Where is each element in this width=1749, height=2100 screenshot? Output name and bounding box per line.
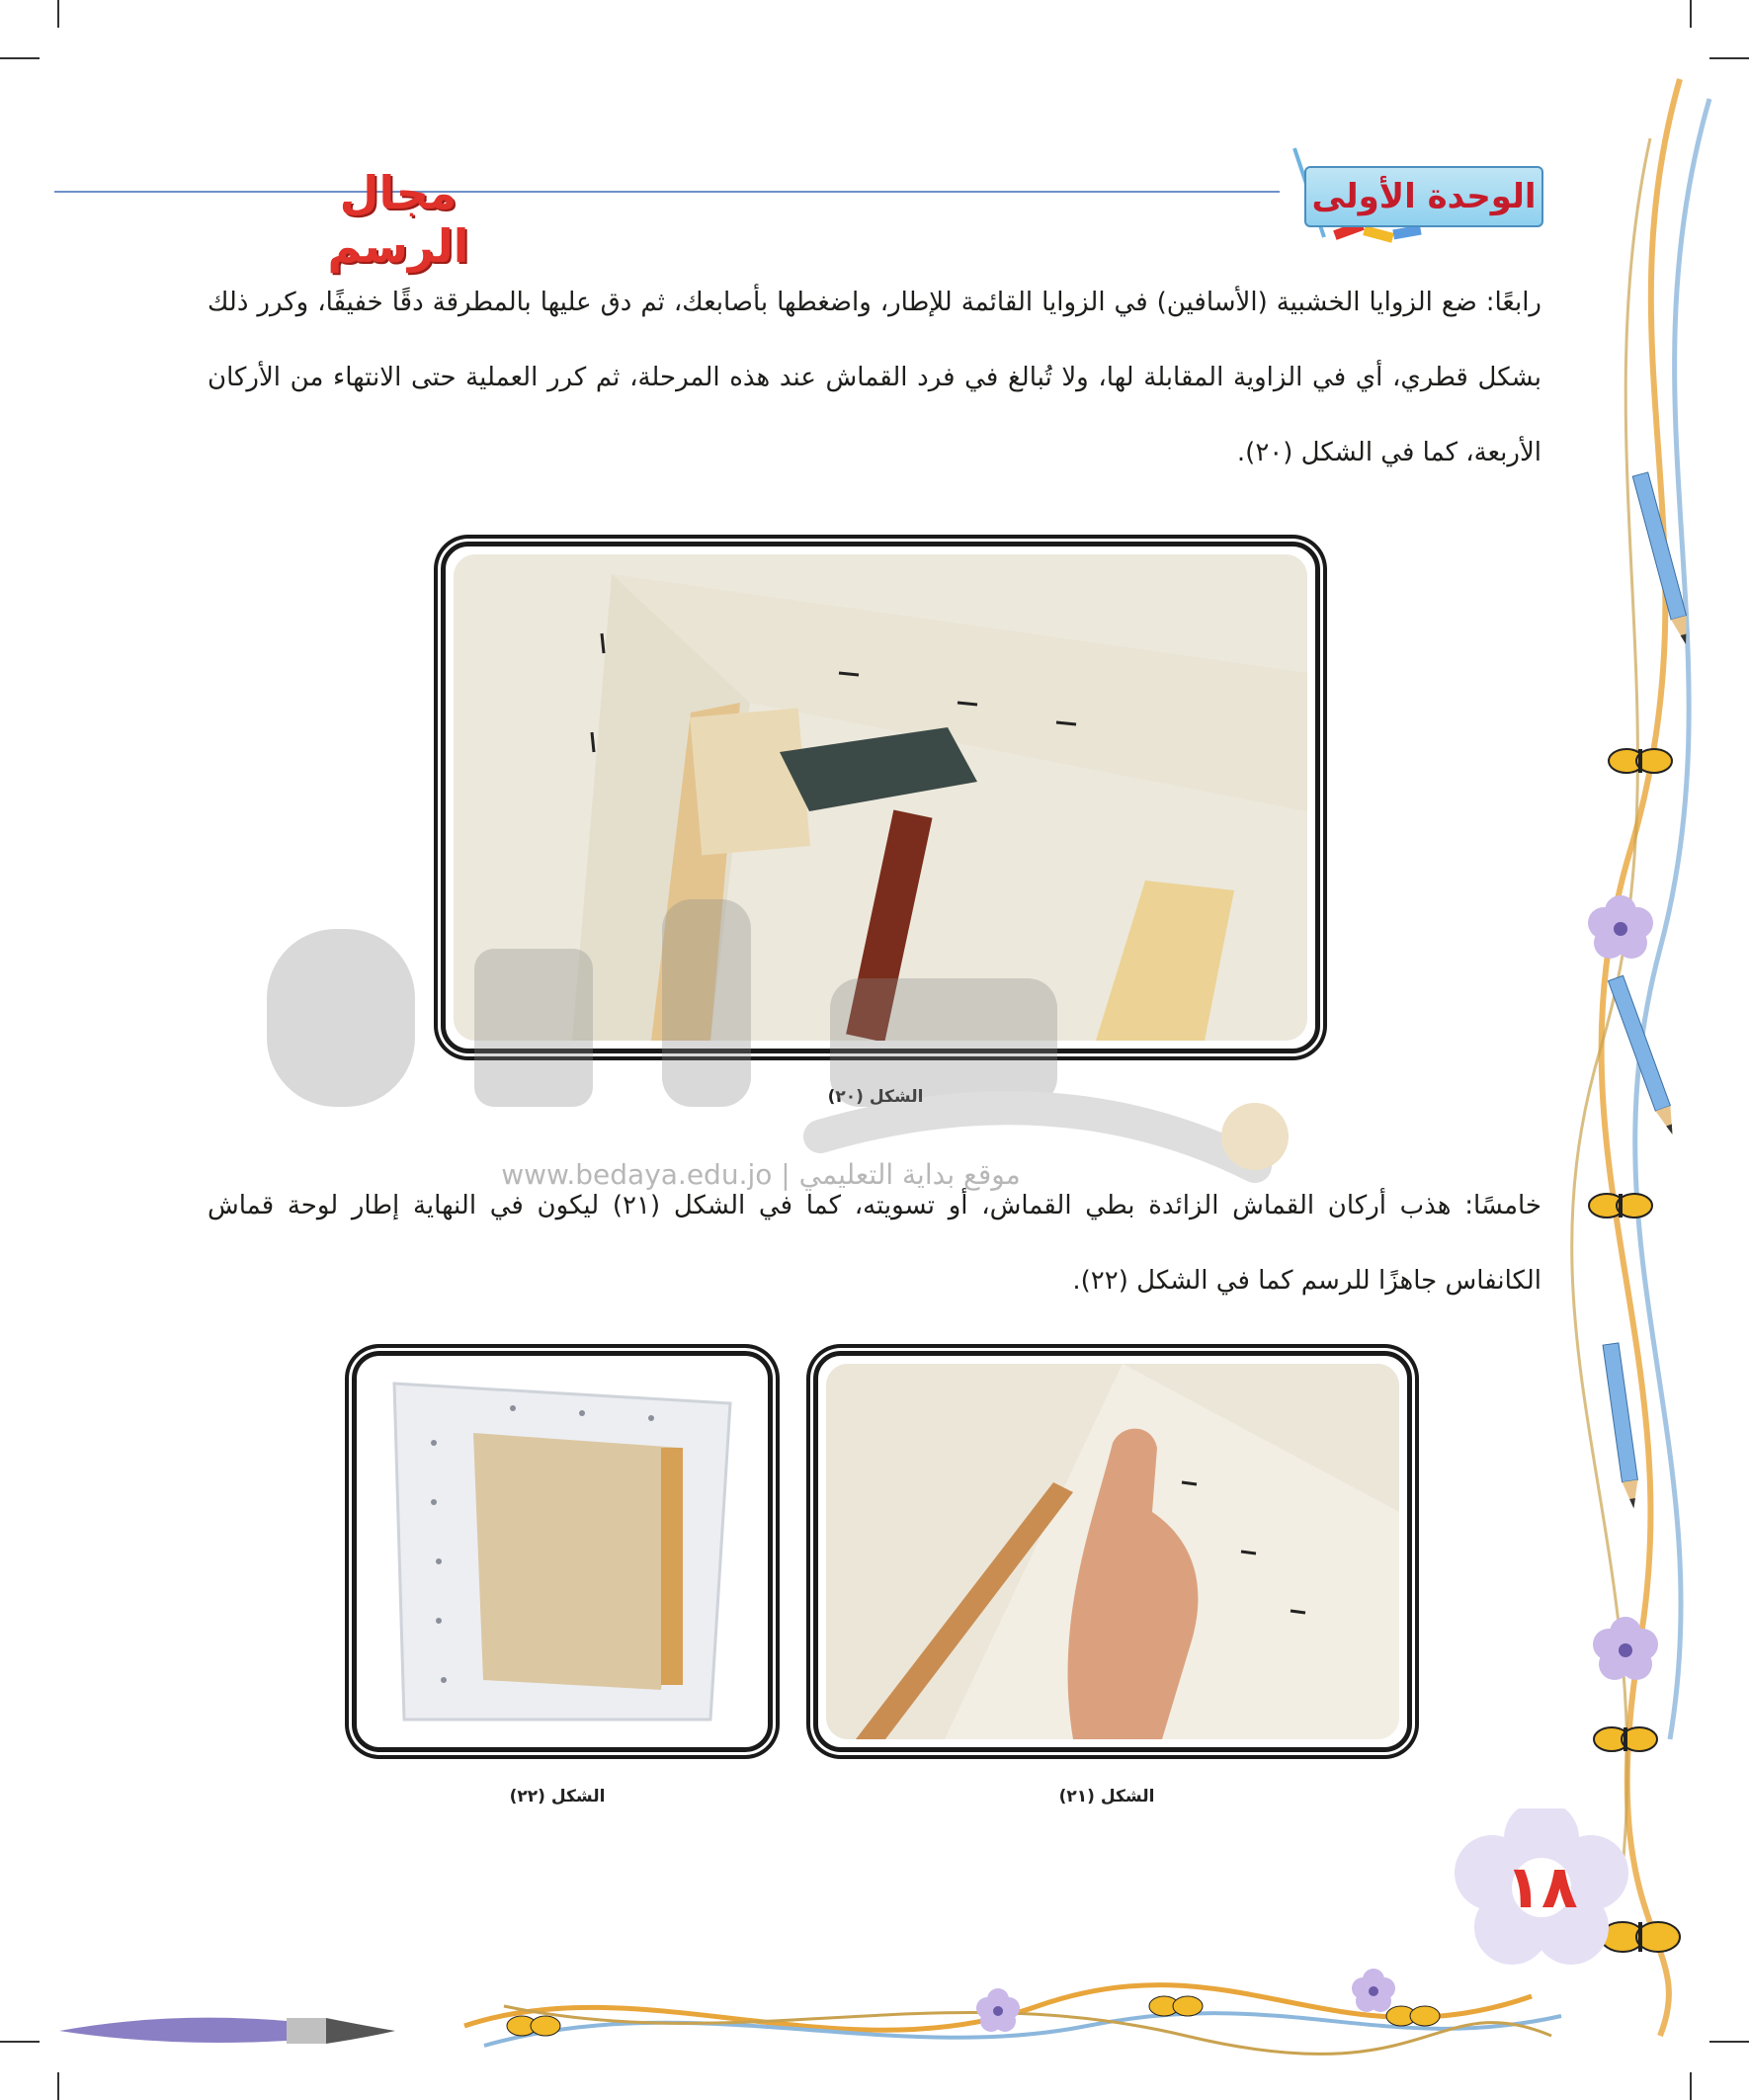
unit-banner: [1275, 138, 1571, 247]
paragraph-step-4: رابعًا: ضع الزوايا الخشبية (الأسافين) في الزوايا القائمة للإطار، واضغطها بأصابعك، ثم دق عليها بالمطرقة دقًا خفيفًا، وكرر ذلك بشكل قطري، أي في الزاوية المقابلة لها، ولا تُبالغ في فرد القماش عند هذه المرحلة، ثم كرر العملية حتى الانتهاء من الأركان الأربعة، كما في الشكل (٢٠).: [208, 288, 1541, 467]
butterfly-icon: [1609, 749, 1672, 773]
paintbrush-icon: [59, 2018, 395, 2044]
crop-mark: [57, 2072, 59, 2100]
flower-icon: [1352, 1969, 1395, 2012]
figure-22-image: [365, 1364, 760, 1739]
header-rule: [54, 191, 1280, 193]
pencil-icon: [1603, 1343, 1641, 1510]
paragraph-step-5: خامسًا: هذب أركان القماش الزائدة بطي القماش، أو تسويته، كما في الشكل (٢١) ليكون في النهاية إطار لوحة قماش الكانفاس جاهزًا للرسم كما في الشكل (٢٢).: [208, 1191, 1542, 1296]
flower-icon: [1593, 1617, 1658, 1680]
watermark-text: موقع بداية التعليمي | www.bedaya.edu.jo: [501, 1158, 1021, 1191]
figure-21-image: [826, 1364, 1399, 1739]
figure-20-image: [454, 554, 1307, 1041]
page-number: ١٨: [1505, 1853, 1578, 1922]
figure-21-caption: الشكل (٢١): [1058, 1787, 1155, 1806]
figure-20-frame: [441, 542, 1320, 1053]
crop-mark: [0, 2041, 40, 2043]
unit-title: الوحدة الأولى: [1304, 166, 1543, 227]
domain-title: [285, 126, 512, 273]
decorative-border-right: [1541, 59, 1739, 2056]
figure-20-caption: الشكل (٢٠): [827, 1087, 924, 1107]
figure-22-caption: الشكل (٢٢): [509, 1787, 606, 1806]
butterfly-icon: [1386, 2006, 1440, 2026]
crop-mark: [1690, 0, 1692, 28]
flower-icon: [1588, 895, 1653, 959]
crop-mark: [0, 57, 40, 59]
butterfly-icon: [1589, 1194, 1652, 1218]
figure-21-frame: [813, 1351, 1412, 1752]
flower-icon: [976, 1988, 1020, 2032]
pencil-icon: [1608, 975, 1679, 1136]
crop-mark: [1690, 2072, 1692, 2100]
figure-22-frame: [352, 1351, 773, 1752]
decorative-border-bottom: [49, 1967, 1571, 2075]
domain-title-text: مجال الرسم: [327, 166, 469, 273]
crop-mark: [57, 0, 59, 28]
butterfly-icon: [1594, 1727, 1657, 1751]
